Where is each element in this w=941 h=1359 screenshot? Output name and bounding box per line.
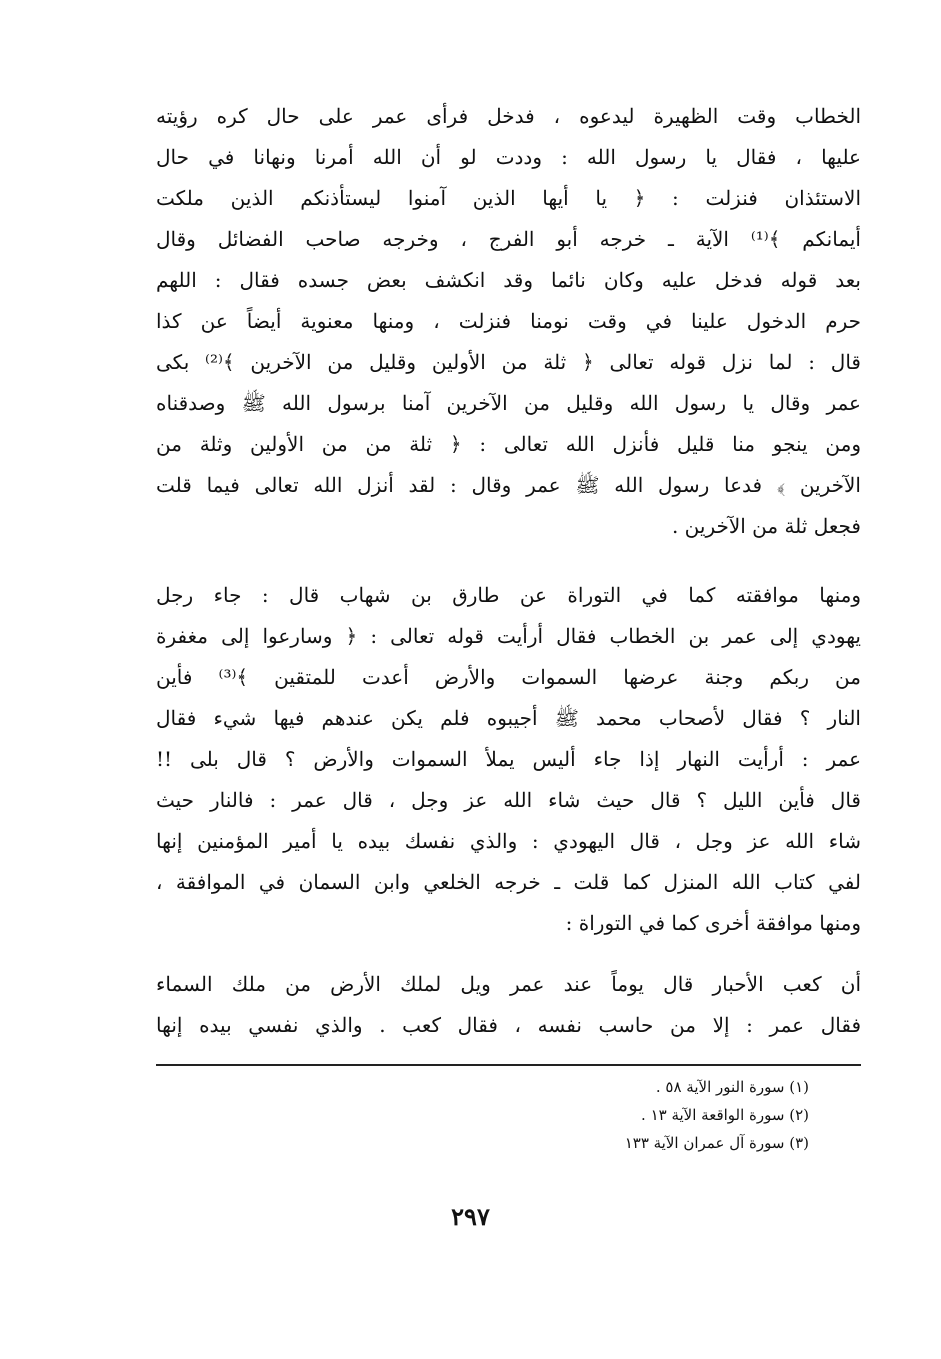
footnotes [156, 1073, 809, 1157]
text-line: ومنها موافقته كما في التوراة عن طارق بن شهاب قال : جاء رجل [156, 583, 861, 607]
text-line: حرم الدخول علينا في وقت نومنا فنزلت ، ومنها معنوية أيضاً عن كذا [156, 309, 861, 333]
text-line: فقال عمر : إلا من حاسب نفسه ، فقال كعب . والذي نفسي بيده إنها [156, 1013, 861, 1037]
text-line: قال فأين الليل ؟ قال حيث شاء الله عز وجل ، قال عمر : فالنار حيث [156, 788, 861, 812]
text-line: الآخرين ﴾ فدعا رسول الله ﷺ عمر وقال : لقد أنزل الله تعالى فيما قلت [156, 473, 861, 497]
page-number: ٢٩٧ [451, 1202, 490, 1231]
paragraph-3 [156, 964, 861, 1046]
text-line: الخطاب وقت الظهيرة ليدعوه ، فدخل فرأى عمر على حال كره رؤيته [156, 104, 861, 128]
text-line: بعد قوله فدخل عليه وكان نائما وقد انكشف بعض جسده فقال : اللهم [156, 268, 861, 292]
text-line: عمر وقال يا رسول الله وقليل من الآخرين آمنا برسول الله ﷺ وصدقناه [156, 391, 861, 415]
text-line: فجعل ثلة من الآخرين . [671, 514, 861, 538]
footnote-2: (٢) سورة الواقعة الآية ١٣ . [641, 1106, 809, 1124]
text-line: عمر : أرأيت النهار إذا جاء أليس يملأ السموات والأرض ؟ قال بلى !! [156, 747, 861, 771]
text-line: عليها ، فقال يا رسول الله : وددت لو أن الله أمرنا ونهانا في حال [156, 145, 861, 169]
footnote-3: (٣) سورة آل عمران الآية ١٣٣ [624, 1134, 809, 1152]
footnote-divider [156, 1064, 861, 1066]
text-line: الاستئذان فنزلت : ﴿ يا أيها الذين آمنوا ليستأذنكم الذين ملكت [156, 186, 861, 210]
text-line: يهودي إلى عمر بن الخطاب فقال أرأيت قوله تعالى : ﴿ وسارعوا إلى مغفرة [156, 624, 861, 648]
text-line: ومن ينجو منا قليل فأنزل الله تعالى : ﴿ ثلة من من الأولين وثلة من [156, 432, 861, 456]
text-line: قال : لما نزل قوله تعالى ﴿ ثلة من الأولين وقليل من الآخرين ﴾⁽²⁾ بكى [156, 350, 861, 374]
paragraph-1 [156, 96, 861, 547]
text-line: ومنها موافقة أخرى كما في التوراة : [565, 911, 861, 935]
paragraph-2 [156, 575, 861, 944]
text-line: أيمانكم ﴾⁽¹⁾ الآية ـ خرجه أبو الفرج ، وخرجه صاحب الفضائل وقال [156, 227, 861, 251]
text-line: النار ؟ فقال لأصحاب محمد ﷺ أجيبوه فلم يكن عندهم فيها شيء فقال [156, 706, 861, 730]
text-line: أن كعب الأحبار قال يوماً عند عمر ويل لملك الأرض من ملك السماء [156, 972, 861, 996]
text-line: شاء الله عز وجل ، قال اليهودي : والذي نفسك بيده يا أمير المؤمنين إنها [156, 829, 861, 853]
text-line: من ربكم وجنة عرضها السموات والأرض أعدت للمتقين ﴾⁽³⁾ فأين [156, 665, 861, 689]
footnote-1: (١) سورة النور الآية ٥٨ . [655, 1078, 809, 1096]
text-line: لفي كتاب الله المنزل كما قلت ـ خرجه الخلعي وابن السمان في الموافقة ، [156, 870, 861, 894]
